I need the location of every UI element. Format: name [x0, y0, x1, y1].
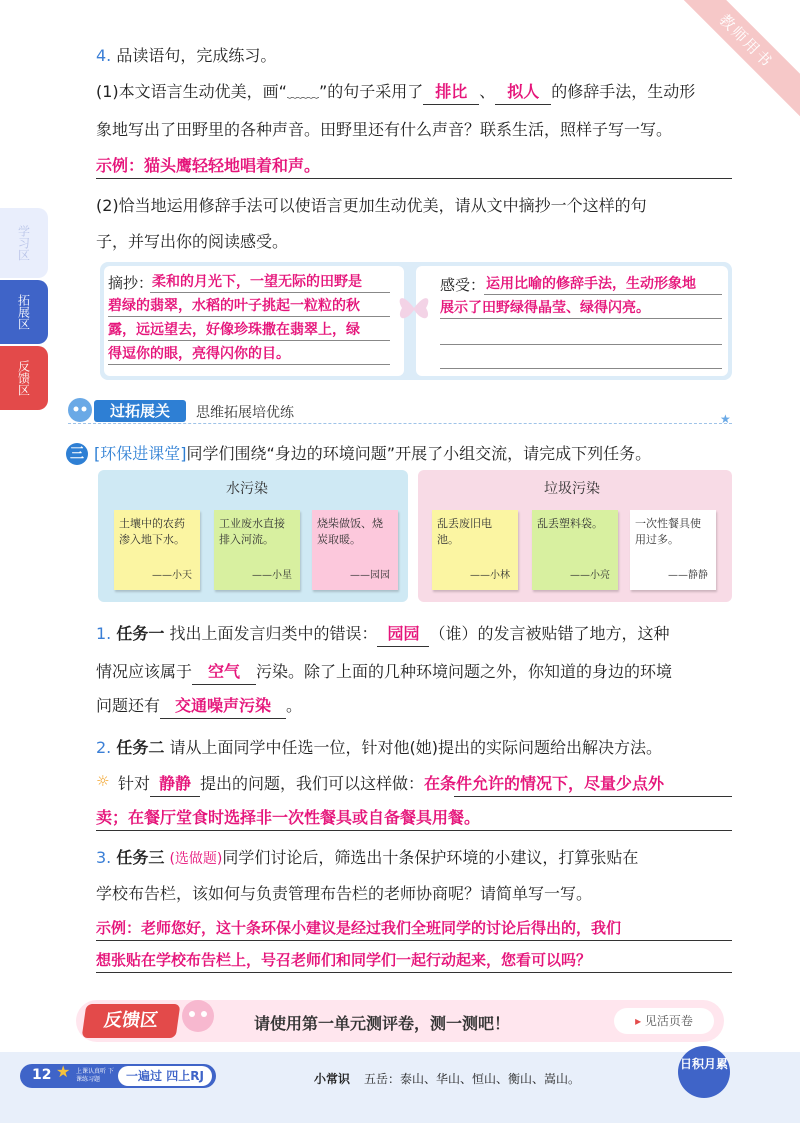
task2-answer-a: 在条件允许的情况下，尽量少点外 — [424, 774, 665, 793]
feeling-line-1: 运用比喻的修辞手法，生动形象地 — [486, 276, 696, 292]
task1-answer-type: 空气 — [192, 660, 256, 685]
task3-answer-2: 想张贴在学校布告栏上，号召老师们和同学们一起行动起来，您看可以吗？ — [96, 951, 592, 969]
side-tab-feedback[interactable]: 反馈区 — [0, 346, 48, 410]
note-xiaolin — [432, 510, 518, 590]
answer-rule — [96, 940, 732, 941]
task3-line1 — [96, 846, 638, 871]
note-author: ——小亮 — [570, 570, 610, 581]
page-number: 12 — [32, 1067, 52, 1083]
section-badge: 过拓展关 — [94, 400, 186, 422]
task1-text-f: 。 — [286, 696, 303, 715]
task1-text-a: 找出上面发言归类中的错误： — [169, 624, 378, 643]
task1-line1 — [96, 622, 670, 647]
q3-intro: 同学们围绕“身边的环境问题”开展了小组交流，请完成下列任务。 — [186, 444, 652, 463]
excerpt-line-4: 得逗你的眼，亮得闪你的目。 — [108, 346, 290, 362]
answer-rule — [96, 178, 732, 179]
feedback-text: 请使用第一单元测评卷，测一测吧！ — [254, 1014, 511, 1033]
excerpt-line-3: 露，远远望去，好像珍珠撒在翡翠上，绿 — [108, 322, 360, 338]
edition-pill — [118, 1066, 212, 1086]
task1-line3 — [96, 694, 302, 719]
note-yuanyuan — [312, 510, 398, 590]
side-tab-extend[interactable]: 拓展区 — [0, 280, 48, 344]
excerpt-line-1: 柔和的月光下，一望无际的田野是 — [152, 274, 362, 290]
note-text: 乱丢塑料袋。 — [537, 517, 603, 530]
brand-slogan: 上课认真听 下课练习题 — [76, 1068, 114, 1083]
answer-rule — [96, 972, 732, 973]
feeling-label: 感受： — [440, 276, 486, 294]
feeling-rule — [484, 294, 722, 295]
see-worksheet-button[interactable] — [614, 1008, 714, 1034]
sun-icon: ☼ — [96, 772, 110, 790]
q4-p2-line2: 子，并写出你的阅读感受。 — [96, 232, 289, 251]
question-circle-number: 三 — [66, 443, 88, 465]
note-xiaotian — [114, 510, 200, 590]
q4-p2-line1: (2)恰当地运用修辞手法可以使语言更加生动优美，请从文中摘抄一个这样的句 — [96, 196, 647, 215]
task2-number: 2. — [96, 738, 112, 757]
task3-text-a: 同学们讨论后，筛选出十条保护环境的小建议，打算张贴在 — [222, 848, 639, 867]
q4-p1-suffix: 的修辞手法，生动形 — [551, 82, 696, 101]
note-xiaoliang — [532, 510, 618, 590]
note-author: ——小林 — [470, 570, 510, 581]
trash-panel-title: 垃圾污染 — [544, 481, 600, 497]
tip-label: 小常识 — [314, 1072, 351, 1086]
mascot-icon — [178, 994, 218, 1038]
star-icon: ★ — [720, 412, 731, 426]
excerpt-label: 摘抄： — [108, 274, 154, 292]
note-xiaoxing — [214, 510, 300, 590]
note-jingjing — [630, 510, 716, 590]
q4-title: 品读语句，完成练习。 — [116, 46, 277, 65]
feeling-rule — [440, 344, 722, 345]
task2-line2 — [118, 772, 664, 797]
q4-p1-sep: 、 — [479, 82, 496, 101]
side-tab-study[interactable]: 学习区 — [0, 208, 48, 278]
task2-answer-b: 卖；在餐厅堂食时选择非一次性餐具或自备餐具用餐。 — [96, 808, 481, 827]
note-author: ——园园 — [350, 570, 390, 581]
star-mascot-icon: ★ — [56, 1062, 71, 1081]
q4-number: 4. — [96, 46, 112, 65]
water-panel-title: 水污染 — [226, 481, 268, 497]
excerpt-rule — [108, 316, 390, 317]
feeling-rule — [440, 368, 722, 369]
q4-p1-line1 — [96, 80, 695, 105]
feeling-rule — [440, 318, 722, 319]
task1-number: 1. — [96, 624, 112, 643]
edition-label: 四上RJ — [166, 1069, 204, 1083]
play-icon: ▸ — [635, 1014, 642, 1028]
q4-p1-line2: 象地写出了田野里的各种声音。田野里还有什么声音？联系生活，照样子写一写。 — [96, 120, 673, 139]
see-worksheet-label: 见活页卷 — [644, 1014, 693, 1028]
task1-text-b: （谁）的发言被贴错了地方，这种 — [429, 624, 670, 643]
answer-rule — [96, 830, 732, 831]
task2-line1 — [96, 736, 662, 760]
feeling-line-2: 展示了田野绿得晶莹、绿得闪亮。 — [440, 300, 650, 316]
task1-text-e: 问题还有 — [96, 696, 161, 715]
task3-optional-tag: (选做题) — [169, 851, 223, 867]
q3-bracket-tag: [环保进课堂] — [94, 444, 187, 463]
task2-text: 请从上面同学中任选一位，针对他(她)提出的实际问题给出解决方法。 — [169, 738, 662, 757]
task1-text-d: 污染。除了上面的几种环境问题之外，你知道的身边的环境 — [256, 662, 673, 681]
note-author: ——小天 — [152, 570, 192, 581]
note-author: ——小星 — [252, 570, 292, 581]
excerpt-rule — [108, 364, 390, 365]
task3-answer-1: 示例：老师您好，这十条环保小建议是经过我们全班同学的讨论后得出的，我们 — [96, 919, 622, 937]
wavy-mark: ﹏﹏ — [286, 82, 319, 101]
task1-text-c: 情况应该属于 — [96, 662, 193, 681]
task2-mid: 提出的问题，我们可以这样做： — [200, 774, 425, 793]
note-text: 烧柴做饭、烧炭取暖。 — [317, 517, 383, 546]
q4-heading — [96, 44, 276, 68]
excerpt-line-2: 碧绿的翡翠，水稻的叶子挑起一粒粒的秋 — [108, 298, 360, 314]
q4-p1-answer: 示例：猫头鹰轻轻地唱着和声。 — [96, 156, 321, 175]
note-text: 工业废水直接排入河流。 — [219, 517, 285, 546]
note-text: 一次性餐具使用过多。 — [635, 517, 701, 546]
excerpt-rule — [150, 292, 390, 293]
task2-label: 任务二 — [116, 738, 165, 757]
note-author: ——静静 — [668, 570, 708, 581]
task3-number: 3. — [96, 848, 112, 867]
butterfly-icon — [396, 288, 432, 328]
q4-p1-mid: ”的句子采用了 — [318, 82, 424, 101]
note-text: 乱丢废旧电池。 — [437, 517, 492, 546]
task3-label: 任务三 — [116, 848, 165, 867]
task2-answer-person: 静静 — [150, 772, 200, 797]
task1-answer-who: 园园 — [377, 622, 429, 647]
brand-name: 一遍过 — [126, 1069, 163, 1083]
teacher-edition-ribbon: 教师用书 — [665, 0, 800, 122]
task3-line2: 学校布告栏，该如何与负责管理布告栏的老师协商呢？请简单写一写。 — [96, 884, 593, 903]
task2-pre: 针对 — [118, 774, 151, 793]
daily-badge: 日积月累 — [678, 1046, 730, 1098]
tip-text: 五岳：泰山、华山、恒山、衡山、嵩山。 — [364, 1072, 581, 1086]
excerpt-rule — [108, 340, 390, 341]
q4-answer-paiBi: 排比 — [423, 80, 479, 105]
q4-answer-niRen: 拟人 — [495, 80, 551, 105]
section-subtitle: 思维拓展培优练 — [196, 405, 294, 421]
note-text: 土壤中的农药渗入地下水。 — [119, 517, 185, 546]
task1-line2 — [96, 660, 672, 685]
task1-answer-other: 交通噪声污染 — [160, 694, 286, 719]
robot-mascot-icon — [66, 396, 94, 424]
feedback-badge: 反馈区 — [82, 1004, 181, 1038]
answer-rule — [454, 796, 732, 797]
q3-intro-line — [94, 442, 651, 466]
q4-p1-prefix: (1)本文语言生动优美，画“ — [96, 82, 287, 101]
task1-label: 任务一 — [116, 624, 165, 643]
